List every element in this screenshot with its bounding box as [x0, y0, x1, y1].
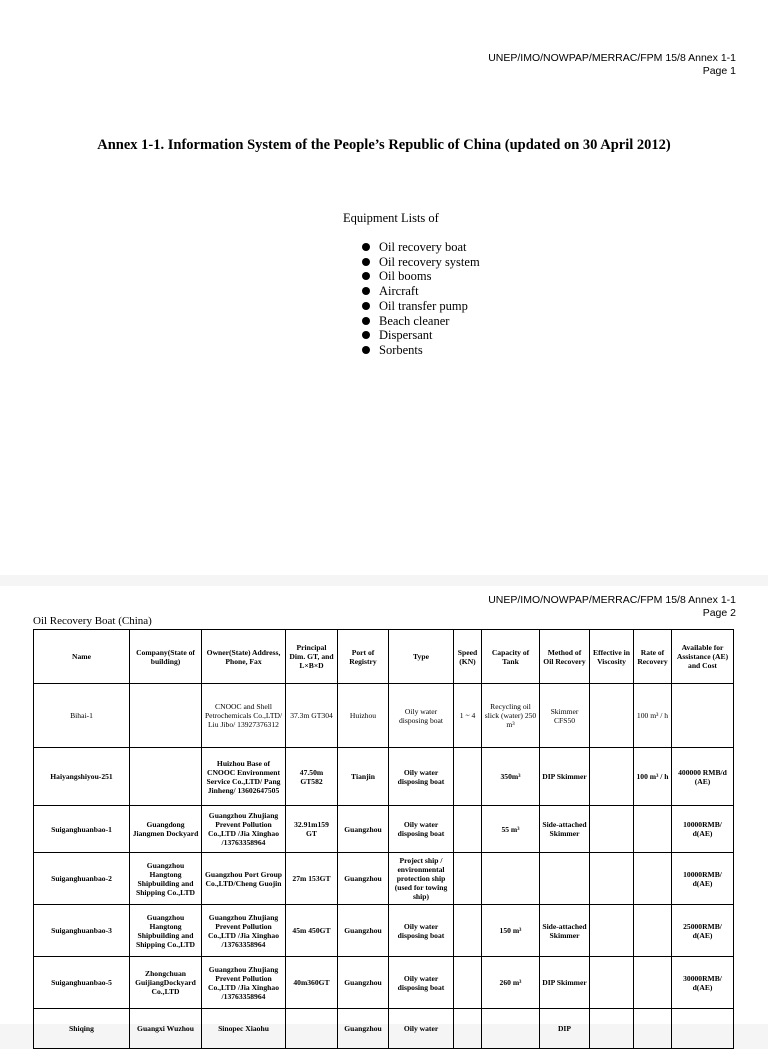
cell-type: Oily water disposing boat: [389, 748, 454, 806]
list-item: Oil transfer pump: [362, 299, 480, 314]
cell-port: Guangzhou: [338, 806, 389, 853]
cell-speed: [454, 748, 482, 806]
table-header-row: [34, 630, 734, 684]
cell-capacity: 350m³: [482, 748, 540, 806]
oil-recovery-boat-table: [33, 629, 734, 1049]
cell-port: Guangzhou: [338, 853, 389, 905]
cell-assistance: 25000RMB/ d(AE): [672, 905, 734, 957]
cell-dimensions: 37.3m GT304: [286, 684, 338, 748]
cell-name: Haiyangshiyou-251: [34, 748, 130, 806]
cell-dimensions: 45m 450GT: [286, 905, 338, 957]
cell-company: Guangzhou Hangtong Shipbuilding and Shipping Co.,LTD: [130, 853, 202, 905]
cell-method: DIP: [540, 1009, 590, 1049]
cell-speed: 1 ~ 4: [454, 684, 482, 748]
column-header: Type: [389, 630, 454, 684]
cell-rate: [634, 806, 672, 853]
cell-assistance: [672, 1009, 734, 1049]
cell-port: Guangzhou: [338, 905, 389, 957]
cell-assistance: 400000 RMB/d (AE): [672, 748, 734, 806]
cell-capacity: 260 m³: [482, 957, 540, 1009]
cell-rate: [634, 1009, 672, 1049]
column-header: Available for Assistance (AE) and Cost: [672, 630, 734, 684]
column-header: Speed (KN): [454, 630, 482, 684]
list-item: Dispersant: [362, 328, 480, 343]
cell-name: Suiganghuanbao-3: [34, 905, 130, 957]
table-row: [34, 748, 734, 806]
cell-speed: [454, 1009, 482, 1049]
cell-name: Shiqing: [34, 1009, 130, 1049]
column-header: Rate of Recovery: [634, 630, 672, 684]
cell-owner: Guangzhou Zhujiang Prevent Pollution Co.,LTD /Jia Xinghao /13763358964: [202, 806, 286, 853]
cell-company: [130, 684, 202, 748]
cell-dimensions: [286, 1009, 338, 1049]
cell-company: Guangzhou Hangtong Shipbuilding and Shipping Co.,LTD: [130, 905, 202, 957]
cell-port: Huizhou: [338, 684, 389, 748]
cell-name: Suiganghuanbao-1: [34, 806, 130, 853]
document-page-2: [0, 586, 768, 1033]
header-page-number: Page 1: [702, 65, 736, 77]
table-row: [34, 957, 734, 1009]
cell-viscosity: [590, 806, 634, 853]
cell-capacity: [482, 1009, 540, 1049]
cell-assistance: 10000RMB/ d(AE): [672, 806, 734, 853]
cell-speed: [454, 905, 482, 957]
cell-port: Tianjin: [338, 748, 389, 806]
cell-speed: [454, 957, 482, 1009]
cell-assistance: 10000RMB/ d(AE): [672, 853, 734, 905]
column-header: Principal Dim. GT, and L×B×D: [286, 630, 338, 684]
cell-viscosity: [590, 684, 634, 748]
cell-name: Bihai-1: [34, 684, 130, 748]
cell-rate: [634, 957, 672, 1009]
column-header: Effective in Viscosity: [590, 630, 634, 684]
cell-type: Oily water disposing boat: [389, 957, 454, 1009]
list-item: Oil recovery system: [362, 255, 480, 270]
bullet-icon: [362, 317, 370, 325]
page-header: [488, 594, 736, 620]
cell-dimensions: 32.91m159 GT: [286, 806, 338, 853]
bullet-icon: [362, 243, 370, 251]
cell-name: Suiganghuanbao-2: [34, 853, 130, 905]
cell-owner: CNOOC and Shell Petrochemicals Co.,LTD/ Liu Jibo/ 13927376312: [202, 684, 286, 748]
bullet-icon: [362, 272, 370, 280]
cell-rate: [634, 853, 672, 905]
cell-dimensions: 47.50m GT582: [286, 748, 338, 806]
column-header: Capacity of Tank: [482, 630, 540, 684]
column-header: Port of Registry: [338, 630, 389, 684]
column-header: Method of Oil Recovery: [540, 630, 590, 684]
bullet-icon: [362, 346, 370, 354]
cell-method: [540, 853, 590, 905]
cell-company: Zhongchuan GuijiangDockyard Co.,LTD: [130, 957, 202, 1009]
cell-owner: Sinopec Xiaohu: [202, 1009, 286, 1049]
cell-assistance: [672, 684, 734, 748]
bullet-icon: [362, 258, 370, 266]
cell-dimensions: 40m360GT: [286, 957, 338, 1009]
cell-rate: 100 m³ / h: [634, 748, 672, 806]
annex-title: Annex 1-1. Information System of the People’s Republic of China (updated on 30 April 2012): [97, 137, 671, 153]
cell-viscosity: [590, 1009, 634, 1049]
cell-name: Suiganghuanbao-5: [34, 957, 130, 1009]
cell-viscosity: [590, 853, 634, 905]
cell-type: Oily water: [389, 1009, 454, 1049]
cell-rate: [634, 905, 672, 957]
column-header: Company(State of building): [130, 630, 202, 684]
bullet-icon: [362, 287, 370, 295]
table-row: [34, 905, 734, 957]
cell-rate: 100 m³ / h: [634, 684, 672, 748]
bullet-icon: [362, 302, 370, 310]
header-document-code: UNEP/IMO/NOWPAP/MERRAC/FPM 15/8 Annex 1-1: [488, 52, 736, 64]
cell-method: Side-attached Skimmer: [540, 905, 590, 957]
cell-speed: [454, 853, 482, 905]
cell-viscosity: [590, 748, 634, 806]
cell-speed: [454, 806, 482, 853]
cell-viscosity: [590, 905, 634, 957]
list-item: Oil recovery boat: [362, 240, 480, 255]
cell-type: Oily water disposing boat: [389, 684, 454, 748]
cell-owner: Guangzhou Zhujiang Prevent Pollution Co.,LTD /Jia Xinghao /13763358964: [202, 957, 286, 1009]
cell-capacity: 150 m³: [482, 905, 540, 957]
table-row: [34, 684, 734, 748]
cell-owner: Guangzhou Port Group Co.,LTD/Cheng Guojin: [202, 853, 286, 905]
cell-owner: Guangzhou Zhujiang Prevent Pollution Co.,LTD /Jia Xinghao /13763358964: [202, 905, 286, 957]
cell-assistance: 30000RMB/ d(AE): [672, 957, 734, 1009]
list-item: Oil booms: [362, 269, 480, 284]
header-page-number: Page 2: [702, 607, 736, 619]
header-document-code: UNEP/IMO/NOWPAP/MERRAC/FPM 15/8 Annex 1-1: [488, 594, 736, 606]
cell-method: Side-attached Skimmer: [540, 806, 590, 853]
cell-type: Oily water disposing boat: [389, 905, 454, 957]
table-caption: Oil Recovery Boat (China): [33, 615, 152, 627]
cell-company: Guangdong Jiangmen Dockyard: [130, 806, 202, 853]
list-item: Beach cleaner: [362, 314, 480, 329]
cell-owner: Huizhou Base of CNOOC Environment Service Co.,LTD/ Pang Jinheng/ 13602647505: [202, 748, 286, 806]
table-row: [34, 1009, 734, 1049]
bullet-icon: [362, 331, 370, 339]
cell-method: DIP Skimmer: [540, 957, 590, 1009]
cell-capacity: Recycling oil slick (water) 250 m³: [482, 684, 540, 748]
cell-company: Guangxi Wuzhou: [130, 1009, 202, 1049]
cell-method: Skimmer CFS50: [540, 684, 590, 748]
cell-type: Project ship / environmental protection ship (used for towing ship): [389, 853, 454, 905]
list-item: Aircraft: [362, 284, 480, 299]
equipment-lists-heading: Equipment Lists of: [343, 211, 439, 225]
cell-method: DIP Skimmer: [540, 748, 590, 806]
table-row: [34, 853, 734, 905]
cell-viscosity: [590, 957, 634, 1009]
cell-capacity: [482, 853, 540, 905]
cell-dimensions: 27m 153GT: [286, 853, 338, 905]
page-header: [488, 52, 736, 78]
column-header: Name: [34, 630, 130, 684]
equipment-list: [362, 240, 480, 358]
cell-company: [130, 748, 202, 806]
column-header: Owner(State) Address, Phone, Fax: [202, 630, 286, 684]
cell-capacity: 55 m³: [482, 806, 540, 853]
table-row: [34, 806, 734, 853]
cell-port: Guangzhou: [338, 957, 389, 1009]
cell-type: Oily water disposing boat: [389, 806, 454, 853]
list-item: Sorbents: [362, 343, 480, 358]
cell-port: Guangzhou: [338, 1009, 389, 1049]
